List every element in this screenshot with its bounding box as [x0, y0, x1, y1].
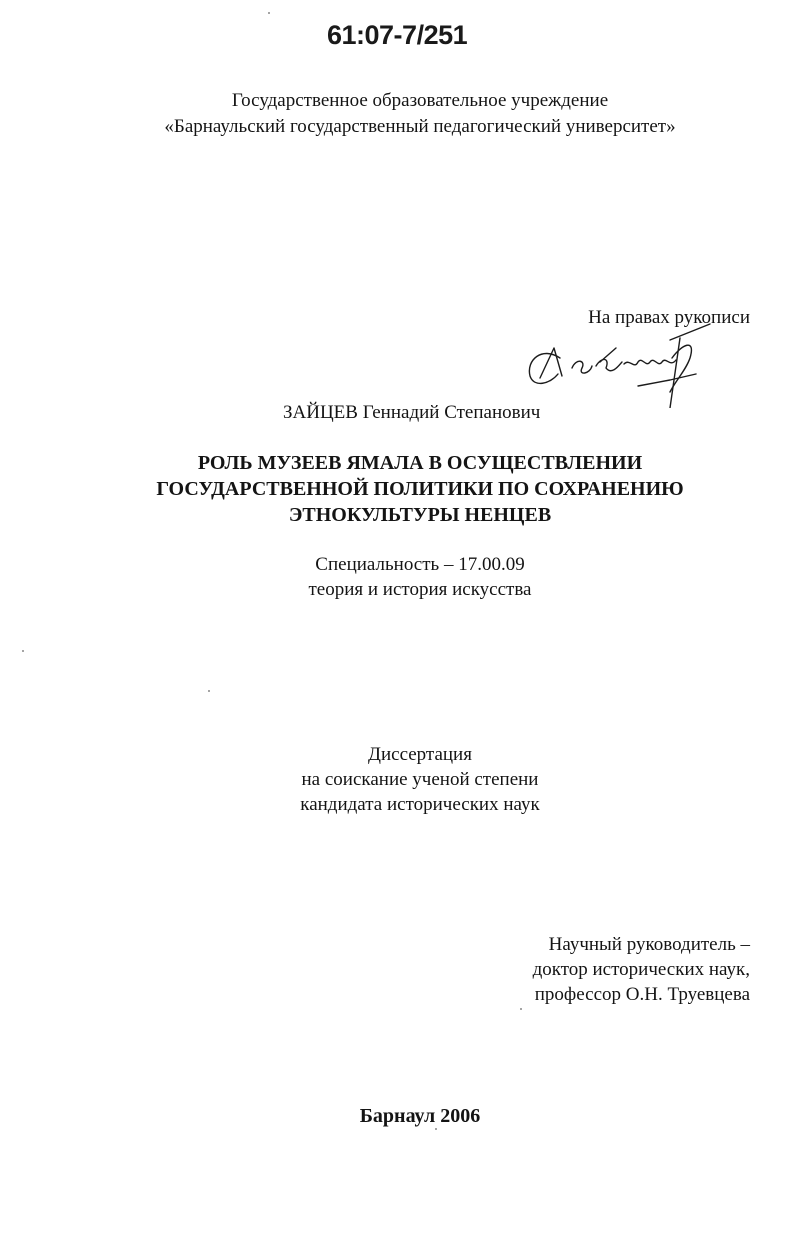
- title-line-1: РОЛЬ МУЗЕЕВ ЯМАЛА В ОСУЩЕСТВЛЕНИИ: [197, 452, 643, 474]
- advisor-block: [533, 932, 750, 1007]
- archive-stamp: 61:07-7/251: [327, 20, 468, 50]
- signature-icon: [520, 318, 720, 408]
- manuscript-note: На правах рукописи: [588, 307, 750, 328]
- scan-speck: [520, 1008, 522, 1010]
- institution-block: [0, 88, 798, 140]
- advisor-line-2: доктор исторических наук,: [532, 959, 750, 980]
- scan-speck: [22, 650, 24, 652]
- specialty-block: [0, 552, 798, 602]
- degree-block: [0, 742, 798, 817]
- city-year: Барнаул 2006: [359, 1105, 481, 1127]
- institution-line-1: Государственное образовательное учреждение: [231, 90, 609, 111]
- dissertation-title: [0, 450, 798, 528]
- title-line-2: ГОСУДАРСТВЕННОЙ ПОЛИТИКИ ПО СОХРАНЕНИЮ: [156, 478, 684, 500]
- specialty-name: теория и история искусства: [308, 579, 532, 600]
- degree-line-3: кандидата исторических наук: [300, 794, 540, 815]
- title-line-3: ЭТНОКУЛЬТУРЫ НЕНЦЕВ: [288, 504, 552, 526]
- degree-line-2: на соискание ученой степени: [301, 769, 539, 790]
- scan-speck: [435, 1128, 437, 1130]
- advisor-line-3: профессор О.Н. Труевцева: [534, 984, 750, 1005]
- advisor-line-1: Научный руководитель –: [548, 934, 750, 955]
- degree-line-1: Диссертация: [368, 744, 472, 765]
- scan-speck: [208, 690, 210, 692]
- specialty-code: Специальность – 17.00.09: [315, 554, 525, 575]
- institution-line-2: «Барнаульский государственный педагогический университет»: [164, 116, 676, 137]
- scan-speck: [268, 12, 270, 14]
- author-name: ЗАЙЦЕВ Геннадий Степанович: [283, 402, 541, 423]
